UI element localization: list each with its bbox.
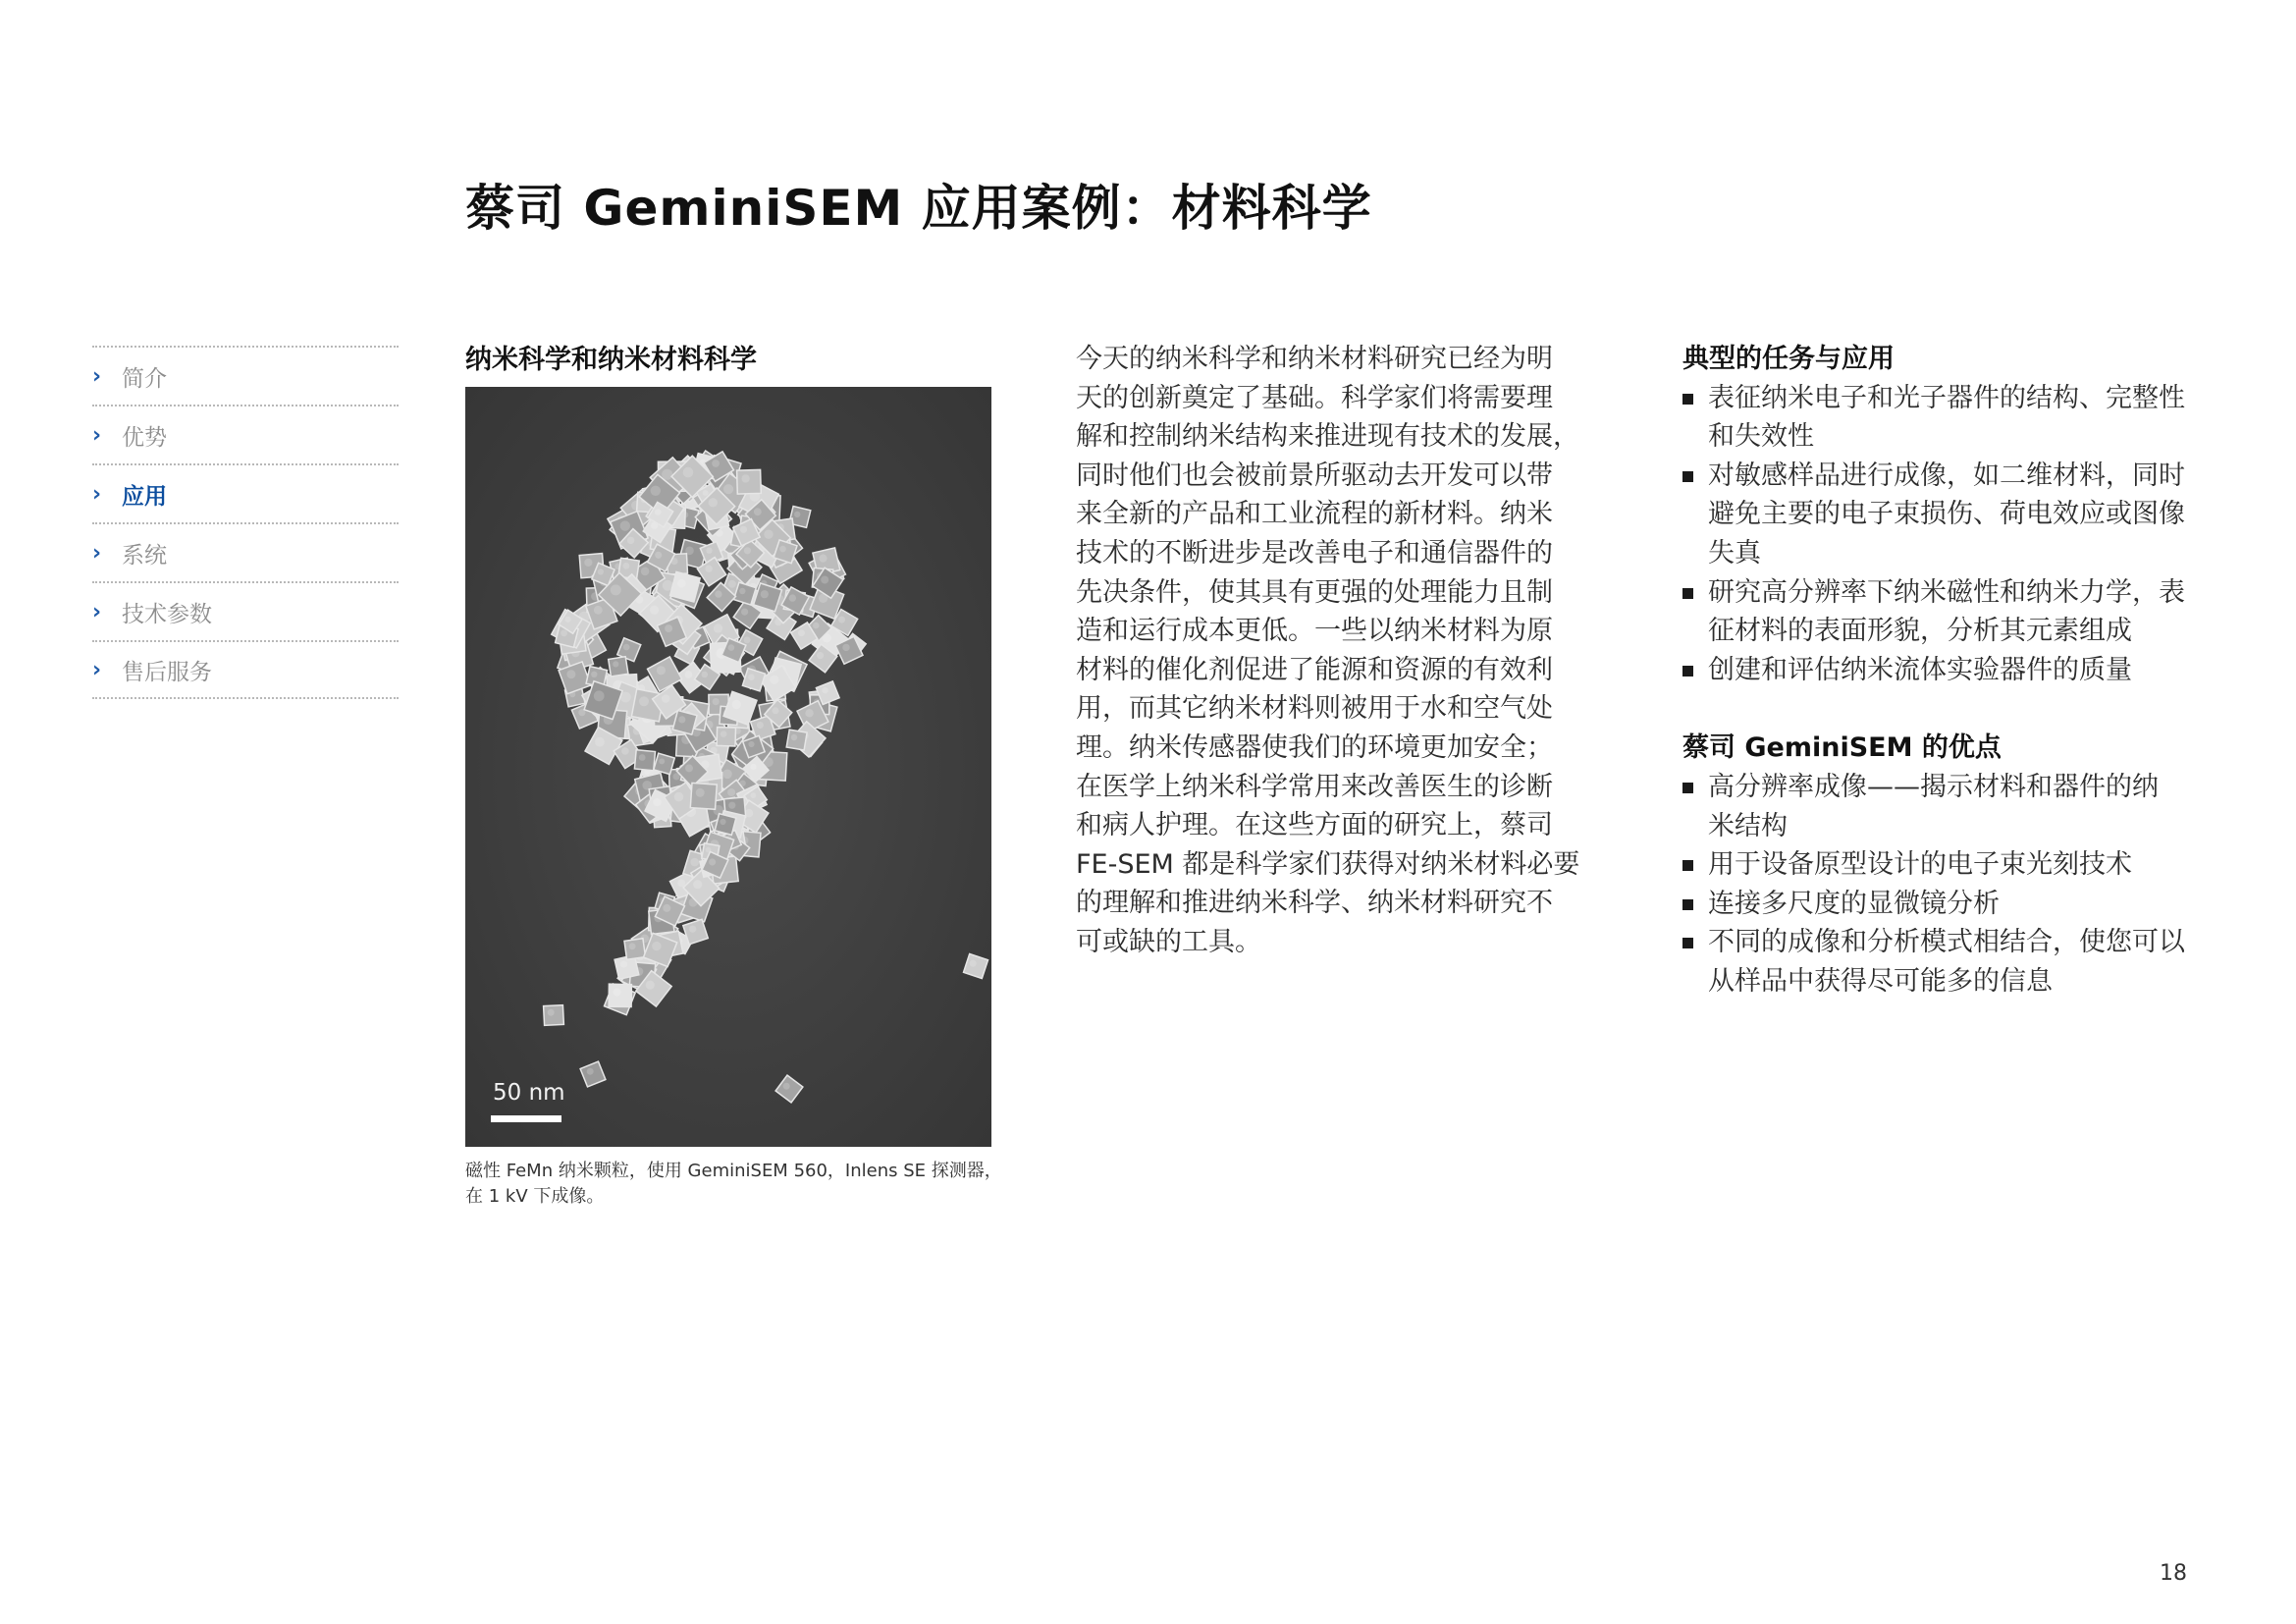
advantages-list [1682,768,2232,1001]
nanoparticle-highlight [791,734,797,740]
body-line: 可或缺的工具。 [1076,926,1261,957]
nanoparticle-highlight [584,559,592,567]
nav-item-label: 简介 [122,365,167,392]
nanoparticle-highlight [674,792,684,802]
nanoparticle-highlight [677,880,685,888]
nanoparticle-highlight [709,498,718,507]
nanoparticle-highlight [722,770,732,780]
sem-micrograph [465,387,991,1147]
body-paragraph [1076,340,1626,962]
nanoparticle-highlight [594,690,605,701]
nanoparticle-highlight [842,644,849,651]
chevron-right-icon: › [92,657,102,682]
nav-item-label: 优势 [122,424,167,451]
nanoparticle-highlight [732,700,741,709]
square-bullet-icon [1682,666,1693,677]
nanoparticle-highlight [655,509,662,515]
list-item-line: 用于设备原型设计的电子束光刻技术 [1708,849,2132,881]
nanoparticle-highlight [639,696,649,706]
list-item [1682,379,2232,457]
nanoparticle-highlight [798,629,805,636]
nanoparticle-highlight [627,537,634,544]
body-line: 解和控制纳米结构来推进现有技术的发展， [1076,421,1579,453]
nanoparticle-highlight [693,880,702,889]
nanoparticle-highlight [741,474,749,482]
list-item-line: 高分辨率成像——揭示材料和器件的纳 [1708,771,2159,802]
nanoparticle-highlight [748,674,755,680]
nanoparticle-highlight [683,467,694,478]
list-item-line: 从样品中获得尽可能多的信息 [1708,965,2053,997]
nanoparticle-highlight [657,666,666,675]
nanoparticle-highlight [728,580,736,588]
typical-tasks-list [1682,379,2232,690]
nanoparticle-highlight [646,981,655,990]
list-item-line: 创建和评估纳米流体实验器件的质量 [1708,654,2132,685]
nanoparticle-highlight [595,737,605,747]
body-line: 天的创新奠定了基础。科学家们将需要理 [1076,382,1553,413]
list-item [1682,651,2232,690]
section-heading: 纳米科学和纳米材料科学 [465,345,757,375]
nanoparticle-highlight [685,671,693,678]
body-line: 的理解和推进纳米科学、纳米材料研究不 [1076,888,1553,919]
nanoparticle-highlight [783,1083,790,1090]
nanoparticle-highlight [728,644,735,651]
nanoparticle-highlight [789,594,796,601]
page-title: 蔡司 GeminiSEM 应用案例：材料科学 [465,180,1372,237]
caption-line: 在 1 kV 下成像。 [465,1186,605,1207]
nanoparticle [786,730,807,750]
nanoparticle-highlight [748,741,754,747]
nanoparticle [715,814,736,836]
nanoparticle-highlight [665,624,672,632]
nanoparticle-highlight [548,1009,555,1016]
nanoparticle [544,1005,564,1026]
nanoparticle-highlight [662,694,670,703]
right-column [1682,340,2232,1001]
nanoparticle-highlight [651,486,661,496]
nanoparticle-highlight [703,490,709,496]
chevron-right-icon: › [92,422,102,448]
caption-line: 磁性 FeMn 纳米颗粒，使用 GeminiSEM 560，Inlens SE 探测器， [465,1161,1002,1181]
list-item-line: 不同的成像和分析模式相结合，使您可以 [1708,927,2185,958]
nanoparticle-highlight [702,672,709,678]
square-bullet-icon [1682,899,1693,910]
nanoparticle [775,1075,803,1103]
list-item-line: 连接多尺度的显微镜分析 [1708,888,2000,919]
nanoparticle [609,984,631,1006]
nanoparticle-highlight [591,672,597,677]
nanoparticle [670,571,701,602]
nanoparticle-highlight [696,788,705,797]
list-item-line: 米结构 [1708,810,1788,841]
nanoparticle-highlight [611,584,621,595]
nanoparticle-highlight [706,548,712,554]
advantages-heading: 蔡司 GeminiSEM 的优点 [1682,732,2002,764]
nanoparticle-highlight [970,960,977,967]
nanoparticle-highlight [761,590,769,598]
nanoparticle-highlight [639,754,646,761]
body-line: 用，而其它纳米材料则被用于水和空气处 [1076,693,1553,725]
nanoparticle-highlight [750,792,756,798]
nanoparticle-highlight [709,858,716,865]
nanoparticle-highlight [565,617,571,623]
square-bullet-icon [1682,394,1693,405]
nanoparticle-highlight [822,687,828,693]
list-item-line: 表征纳米电子和光子器件的结构、完整性 [1708,382,2185,413]
nanoparticle-highlight [620,961,627,968]
nanoparticle-highlight [561,629,567,636]
nanoparticle [690,783,717,809]
nanoparticle-highlight [663,904,670,912]
list-item-line: 避免主要的电子束损伤、荷电效应或图像 [1708,499,2185,530]
chevron-right-icon: › [92,599,102,624]
nanoparticle-highlight [620,520,630,530]
nav-item-system[interactable] [92,522,399,581]
side-nav [92,346,399,699]
nanoparticle-highlight [641,568,650,576]
nanoparticle [737,469,762,494]
nanoparticle-highlight [653,798,661,806]
advantages-block [1682,729,2232,1001]
body-line: 造和运行成本更低。一些以纳米材料为原 [1076,616,1553,647]
body-line: 同时他们也会被前景所驱动去开发可以带 [1076,460,1553,491]
nanoparticle-highlight [659,758,665,764]
body-line: 和病人护理。在这些方面的研究上，蔡司 [1076,810,1553,841]
list-item [1682,573,2232,651]
nanoparticle-highlight [690,858,699,867]
nanoparticle-highlight [629,943,636,949]
nanoparticle-highlight [715,590,721,597]
nanoparticle-highlight [713,698,720,705]
nanoparticle-highlight [779,546,786,553]
square-bullet-icon [1682,588,1693,599]
nanoparticle-highlight [773,707,779,714]
nanoparticle-highlight [728,802,735,809]
nav-item-label: 应用 [122,483,167,510]
nanoparticle-highlight [794,512,800,517]
nanoparticle-highlight [739,588,745,594]
nanoparticle-highlight [613,661,618,667]
nanoparticle [672,711,697,735]
nanoparticle-highlight [655,552,662,559]
nanoparticle-highlight [741,609,748,616]
body-line: 来全新的产品和工业流程的新材料。纳米 [1076,499,1553,530]
nanoparticle-highlight [757,722,764,729]
nanoparticle-highlight [819,555,827,563]
nav-item-label: 系统 [122,542,167,568]
body-line: 在医学上纳米科学常用来改善医生的诊断 [1076,771,1553,802]
image-caption [465,1159,1015,1210]
nanoparticle-highlight [744,636,751,643]
nav-item-service[interactable] [92,640,399,699]
scale-bar-label: 50 nm [493,1080,565,1106]
typical-tasks-heading: 典型的任务与应用 [1682,344,1895,374]
nav-item-advantages[interactable] [92,405,399,463]
list-item [1682,768,2232,845]
nanoparticle-highlight [566,670,575,678]
list-item-line: 失真 [1708,537,1761,568]
list-item-line: 和失效性 [1708,421,1814,453]
nanoparticle [654,753,674,774]
body-line: 材料的催化剂促进了能源和资源的有效利 [1076,654,1553,685]
nanoparticle-highlight [598,568,604,574]
body-line: 先决条件，使其具有更强的处理能力且制 [1076,576,1553,608]
nanoparticle-highlight [764,530,773,539]
list-item [1682,885,2232,924]
nanoparticle-highlight [721,731,727,737]
chevron-right-icon: › [92,481,102,507]
scale-bar [491,1115,561,1122]
chevron-right-icon: › [92,540,102,566]
nav-item-label: 售后服务 [122,659,212,685]
nanoparticle [609,657,628,677]
nanoparticle-highlight [720,819,725,825]
nanoparticle-highlight [838,617,845,623]
section-column [465,342,995,379]
nanoparticle [964,954,988,979]
nanoparticle-highlight [754,508,762,515]
nanoparticle-highlight [805,709,813,717]
nanoparticle-highlight [652,942,661,950]
nanoparticle-highlight [712,460,720,467]
nanoparticle-highlight [714,623,722,632]
list-item-line: 征材料的表面形貌，分析其元素组成 [1708,616,2132,647]
square-bullet-icon [1682,471,1693,482]
square-bullet-icon [1682,938,1693,948]
list-item-line: 对敏感样品进行成像，如二维材料，同时 [1708,460,2185,491]
nanoparticle [717,728,735,746]
nanoparticle [624,939,646,960]
square-bullet-icon [1682,860,1693,871]
nanoparticle-highlight [650,606,659,615]
nanoparticle-highlight [623,563,630,569]
nanoparticle-highlight [740,526,747,533]
nanoparticle [634,750,655,771]
nanoparticle-highlight [744,547,751,554]
square-bullet-icon [1682,783,1693,793]
chevron-right-icon: › [92,363,102,389]
nanoparticle-highlight [587,1068,594,1075]
nanoparticle-highlight [727,788,735,796]
nanoparticle [580,1061,606,1087]
body-line: 技术的不断进步是改善电子和通信器件的 [1076,537,1553,568]
nanoparticle-highlight [662,469,672,480]
page-number: 18 [2160,1561,2187,1586]
nanoparticle-highlight [750,764,756,770]
nanoparticle-highlight [723,484,733,494]
nanoparticle-highlight [705,566,712,572]
list-item [1682,923,2232,1001]
nav-item-applications[interactable] [92,463,399,522]
list-item [1682,457,2232,573]
nanoparticle-highlight [821,576,828,584]
body-line: 理。纳米传感器使我们的环境更加安全； [1076,731,1553,763]
nav-item-label: 技术参数 [122,601,212,627]
nanoparticle-highlight [817,652,824,659]
list-item [1682,845,2232,885]
nanoparticle-highlight [770,676,778,684]
nanoparticle-highlight [677,579,686,588]
nanoparticle-cluster-image [465,387,991,1147]
nav-item-intro[interactable] [92,346,399,405]
nanoparticle-highlight [685,764,693,772]
nanoparticle-highlight [689,926,696,933]
nanoparticle-highlight [613,989,620,997]
body-line: 今天的纳米科学和纳米材料研究已经为明 [1076,344,1553,374]
nanoparticle-highlight [594,606,603,615]
list-item-line: 研究高分辨率下纳米磁性和纳米力学，表 [1708,576,2185,608]
nanoparticle-highlight [621,747,629,755]
nanoparticle-highlight [623,644,630,651]
nanoparticle-highlight [813,623,820,629]
nanoparticle-highlight [678,716,685,723]
body-line: FE-SEM 都是科学家们获得对纳米材料必要 [1076,848,1580,880]
nav-item-specs[interactable] [92,581,399,640]
